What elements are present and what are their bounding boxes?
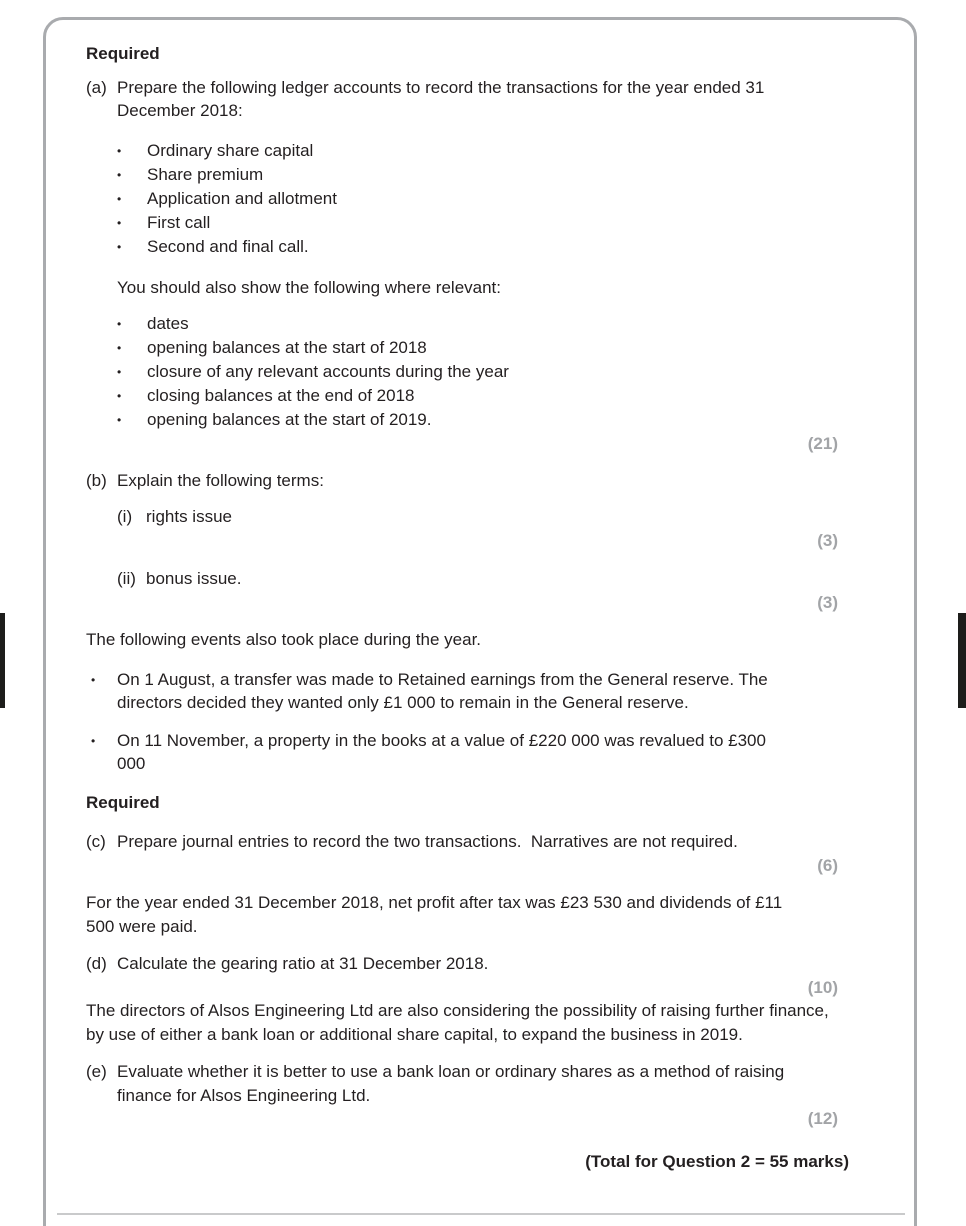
list-item-label: closing balances at the end of 2018 xyxy=(147,386,415,405)
bullet-icon: • xyxy=(117,365,122,379)
bullet-icon: • xyxy=(117,413,122,427)
list-item-label: closure of any relevant accounts during the year xyxy=(147,362,509,381)
bullet-icon: • xyxy=(117,341,122,355)
bullet-icon: • xyxy=(91,733,96,748)
list-item-label: Ordinary share capital xyxy=(147,140,314,160)
part-c-label: (c) xyxy=(86,832,106,851)
part-a xyxy=(86,76,874,433)
part-b-ii-marks: (3) xyxy=(817,592,838,612)
list-item xyxy=(117,163,874,187)
also-show-intro: You should also show the following where relevant: xyxy=(117,277,502,297)
part-d-text: Calculate the gearing ratio at 31 December 2018. xyxy=(117,954,489,973)
part-b-ii xyxy=(117,567,874,591)
list-item xyxy=(117,235,874,259)
list-item xyxy=(117,408,874,432)
required-heading-2: Required xyxy=(86,792,160,812)
bullet-icon: • xyxy=(117,191,122,206)
event-item xyxy=(86,668,874,715)
part-e xyxy=(86,1060,874,1107)
list-item xyxy=(117,211,874,235)
part-c-marks: (6) xyxy=(817,855,838,875)
event-text: On 11 November, a property in the books at a value of £220 000 was revalued to £300 000 xyxy=(117,730,766,773)
bullet-icon: • xyxy=(117,239,122,254)
list-item xyxy=(117,336,874,360)
part-a-label: (a) xyxy=(86,77,107,97)
bullet-icon: • xyxy=(117,167,122,182)
part-d-marks: (10) xyxy=(807,977,838,997)
list-item-label: dates xyxy=(147,314,189,333)
part-b-label: (b) xyxy=(86,470,107,490)
bullet-icon: • xyxy=(117,143,122,158)
part-e-marks: (12) xyxy=(807,1109,838,1128)
part-c xyxy=(86,830,874,854)
part-a-text: Prepare the following ledger accounts to record the transactions for the year ended 31 December 2018: xyxy=(117,77,765,120)
crop-mark-right xyxy=(958,613,966,708)
required-heading-1: Required xyxy=(86,44,160,63)
finance-note: The directors of Alsos Engineering Ltd are also considering the possibility of raising further finance, by use of either a bank loan or additional share capital, to expand the business in 2019. xyxy=(86,1001,829,1044)
list-item-label: Second and final call. xyxy=(147,236,309,256)
part-b-i-label: (i) xyxy=(117,507,133,526)
bullet-icon: • xyxy=(117,317,122,331)
list-item-label: opening balances at the start of 2019. xyxy=(147,410,432,429)
crop-mark-left xyxy=(0,613,5,708)
list-item-label: Application and allotment xyxy=(147,188,337,208)
part-b-i-marks: (3) xyxy=(817,530,838,550)
part-e-label: (e) xyxy=(86,1062,107,1081)
list-item xyxy=(117,139,874,163)
events-intro: The following events also took place during the year. xyxy=(86,630,482,649)
list-item-label: opening balances at the start of 2018 xyxy=(147,338,427,357)
part-d xyxy=(86,952,874,976)
ledger-accounts-list xyxy=(117,139,874,259)
part-e-text: Evaluate whether it is better to use a bank loan or ordinary shares as a method of raising finance for Alsos Engineering Ltd. xyxy=(117,1062,785,1105)
list-item-label: Share premium xyxy=(147,164,264,184)
part-d-label: (d) xyxy=(86,954,107,973)
question-content xyxy=(46,20,914,1173)
profit-note: For the year ended 31 December 2018, net profit after tax was £23 530 and dividends of £11 500 were paid. xyxy=(86,893,783,936)
part-b-i xyxy=(117,505,874,529)
also-show-list xyxy=(117,312,874,432)
list-item xyxy=(117,360,874,384)
part-b xyxy=(86,469,874,493)
event-text: On 1 August, a transfer was made to Retained earnings from the General reserve. The directors decided they wanted only £1 000 to remain in the General reserve. xyxy=(117,669,768,712)
question-box xyxy=(43,17,917,1226)
part-b-text: Explain the following terms: xyxy=(117,470,324,490)
list-item xyxy=(117,312,874,336)
part-b-ii-text: bonus issue. xyxy=(146,569,242,588)
part-a-marks: (21) xyxy=(807,434,838,453)
list-item xyxy=(117,187,874,211)
part-b-ii-label: (ii) xyxy=(117,569,136,588)
part-b-i-text: rights issue xyxy=(146,507,232,526)
bullet-icon: • xyxy=(91,672,96,687)
part-c-text: Prepare journal entries to record the two transactions. Narratives are not required. xyxy=(117,832,738,851)
bullet-icon: • xyxy=(117,389,122,403)
list-item-label: First call xyxy=(147,212,211,232)
question-total: (Total for Question 2 = 55 marks) xyxy=(585,1151,849,1171)
question-divider xyxy=(57,1213,905,1215)
list-item xyxy=(117,384,874,408)
bullet-icon: • xyxy=(117,215,122,230)
event-item xyxy=(86,729,874,776)
